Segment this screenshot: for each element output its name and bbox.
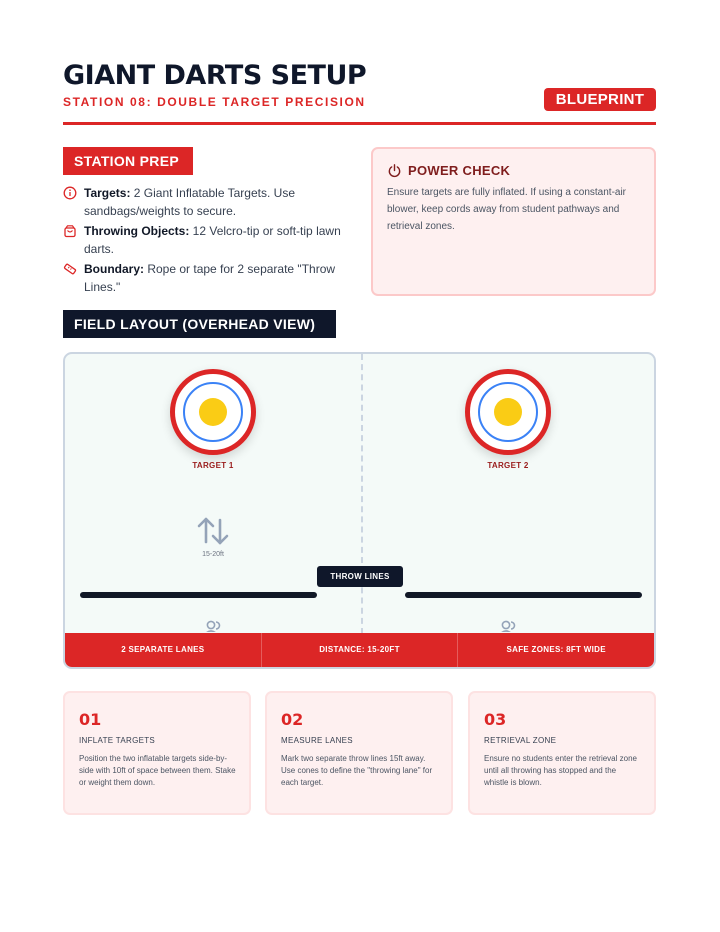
users-icon <box>204 620 222 632</box>
step-text: Mark two separate throw lines 15ft away. Use cones to define the "throwing lane" for each target. <box>281 754 433 787</box>
target-2 <box>465 369 551 455</box>
target-2-label: TARGET 2 <box>487 461 529 470</box>
step-number: 02 <box>281 710 304 729</box>
page-title: GIANT DARTS SETUP <box>63 60 367 91</box>
distance-label: 15-20ft <box>202 551 224 558</box>
prep-item-text: Rope or tape for 2 separate "Throw Lines." <box>84 262 336 294</box>
center-divider <box>361 354 363 634</box>
bag-icon <box>63 224 77 238</box>
step-title: MEASURE LANES <box>281 736 353 745</box>
blueprint-badge: BLUEPRINT <box>544 88 656 111</box>
field-diagram <box>63 352 656 669</box>
power-check-title: POWER CHECK <box>408 163 511 178</box>
step-title: RETRIEVAL ZONE <box>484 736 557 745</box>
prep-item-boundary <box>63 260 348 296</box>
prep-item-label: Throwing Objects: <box>84 224 190 238</box>
swap-vertical-icon <box>196 514 230 548</box>
header-divider <box>63 122 656 125</box>
prep-item-text: 2 Giant Inflatable Targets. Use sandbags/weights to secure. <box>84 186 295 218</box>
step-text: Position the two inflatable targets side-by-side with 10ft of space between them. Stake or weight them down. <box>79 754 236 787</box>
prep-item-text: 12 Velcro-tip or soft-tip lawn darts. <box>84 224 341 256</box>
step-number: 03 <box>484 710 507 729</box>
step-text: Ensure no students enter the retrieval zone until all throwing has stopped and the whistle is blown. <box>484 754 637 787</box>
station-prep-heading: STATION PREP <box>63 147 193 175</box>
throw-lines-label: THROW LINES <box>317 566 403 587</box>
info-icon <box>63 186 77 200</box>
target-ring <box>183 382 243 442</box>
station-prep-list <box>63 184 348 298</box>
power-icon <box>387 163 402 178</box>
prep-item-throwing-objects <box>63 222 348 258</box>
tape-icon <box>63 262 77 276</box>
power-check-text: Ensure targets are fully inflated. If using a constant-air blower, keep cords away from student pathways and retrieval zones. <box>387 187 627 232</box>
field-layout-heading: FIELD LAYOUT (OVERHEAD VIEW) <box>63 310 336 338</box>
power-check-heading <box>387 163 510 178</box>
step-number: 01 <box>79 710 102 729</box>
target-ring <box>478 382 538 442</box>
step-card-1 <box>63 691 251 815</box>
throw-line-right <box>405 592 642 598</box>
stat-lanes: 2 SEPARATE LANES <box>121 645 205 654</box>
power-check-card <box>371 147 656 296</box>
page-subtitle: STATION 08: DOUBLE TARGET PRECISION <box>63 95 366 109</box>
throw-line-left <box>80 592 317 598</box>
stat-distance: DISTANCE: 15-20FT <box>261 633 458 667</box>
prep-item-targets <box>63 184 348 220</box>
field-stats-bar <box>65 633 654 667</box>
step-title: INFLATE TARGETS <box>79 736 156 745</box>
prep-item-label: Targets: <box>84 186 131 200</box>
users-icon <box>499 620 517 632</box>
prep-item-label: Boundary: <box>84 262 144 276</box>
stat-safe-zones: SAFE ZONES: 8FT WIDE <box>457 633 654 667</box>
target-1 <box>170 369 256 455</box>
bullseye <box>494 398 522 426</box>
step-card-3 <box>468 691 656 815</box>
step-card-2 <box>265 691 453 815</box>
target-1-label: TARGET 1 <box>192 461 234 470</box>
bullseye <box>199 398 227 426</box>
